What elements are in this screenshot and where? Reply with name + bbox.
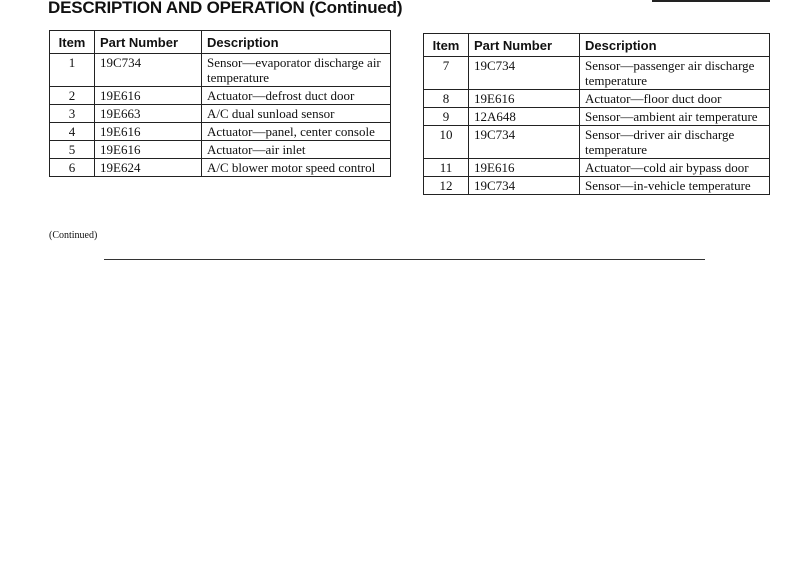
header-part-number: Part Number (95, 31, 202, 54)
cell-part-number: 19E616 (469, 159, 580, 177)
cell-item: 9 (424, 108, 469, 126)
cell-item: 8 (424, 90, 469, 108)
header-part-number: Part Number (469, 34, 580, 57)
cell-description: Actuator—panel, center console (202, 123, 391, 141)
top-rule (652, 0, 770, 2)
cell-item: 2 (50, 87, 95, 105)
cell-description: Actuator—defrost duct door (202, 87, 391, 105)
cell-description: Sensor—driver air discharge temperature (580, 126, 770, 159)
page-title: DESCRIPTION AND OPERATION (Continued) (48, 0, 403, 17)
cell-part-number: 19E616 (95, 123, 202, 141)
cell-part-number: 12A648 (469, 108, 580, 126)
cell-description: A/C blower motor speed control (202, 159, 391, 177)
cell-part-number: 19E663 (95, 105, 202, 123)
table-row (50, 87, 391, 105)
cell-description: Actuator—air inlet (202, 141, 391, 159)
cell-description: Sensor—passenger air discharge temperature (580, 57, 770, 90)
cell-description: Sensor—in-vehicle temperature (580, 177, 770, 195)
header-item: Item (50, 31, 95, 54)
cell-item: 10 (424, 126, 469, 159)
cell-item: 1 (50, 54, 95, 87)
table-row (424, 126, 770, 159)
parts-table-right (423, 33, 770, 195)
continued-note: (Continued) (49, 230, 98, 241)
cell-part-number: 19C734 (469, 126, 580, 159)
cell-item: 12 (424, 177, 469, 195)
cell-description: Sensor—evaporator discharge air temperature (202, 54, 391, 87)
table-row (424, 159, 770, 177)
cell-description: A/C dual sunload sensor (202, 105, 391, 123)
table-row (424, 108, 770, 126)
table-header-row (50, 31, 391, 54)
header-description: Description (580, 34, 770, 57)
cell-description: Actuator—floor duct door (580, 90, 770, 108)
parts-table-left (49, 30, 391, 177)
table-row (424, 57, 770, 90)
cell-item: 6 (50, 159, 95, 177)
table-row (50, 123, 391, 141)
table-row (50, 54, 391, 87)
header-item: Item (424, 34, 469, 57)
cell-item: 4 (50, 123, 95, 141)
cell-part-number: 19E616 (95, 141, 202, 159)
table-row (50, 105, 391, 123)
header-description: Description (202, 31, 391, 54)
cell-part-number: 19E616 (95, 87, 202, 105)
cell-part-number: 19E624 (95, 159, 202, 177)
cell-part-number: 19C734 (95, 54, 202, 87)
table-row (50, 159, 391, 177)
cell-part-number: 19E616 (469, 90, 580, 108)
cell-item: 3 (50, 105, 95, 123)
cell-description: Actuator—cold air bypass door (580, 159, 770, 177)
cell-part-number: 19C734 (469, 177, 580, 195)
cell-item: 5 (50, 141, 95, 159)
cell-item: 7 (424, 57, 469, 90)
cell-description: Sensor—ambient air temperature (580, 108, 770, 126)
cell-part-number: 19C734 (469, 57, 580, 90)
bottom-rule (104, 259, 705, 260)
table-header-row (424, 34, 770, 57)
cell-item: 11 (424, 159, 469, 177)
table-row (424, 90, 770, 108)
table-row (424, 177, 770, 195)
table-row (50, 141, 391, 159)
